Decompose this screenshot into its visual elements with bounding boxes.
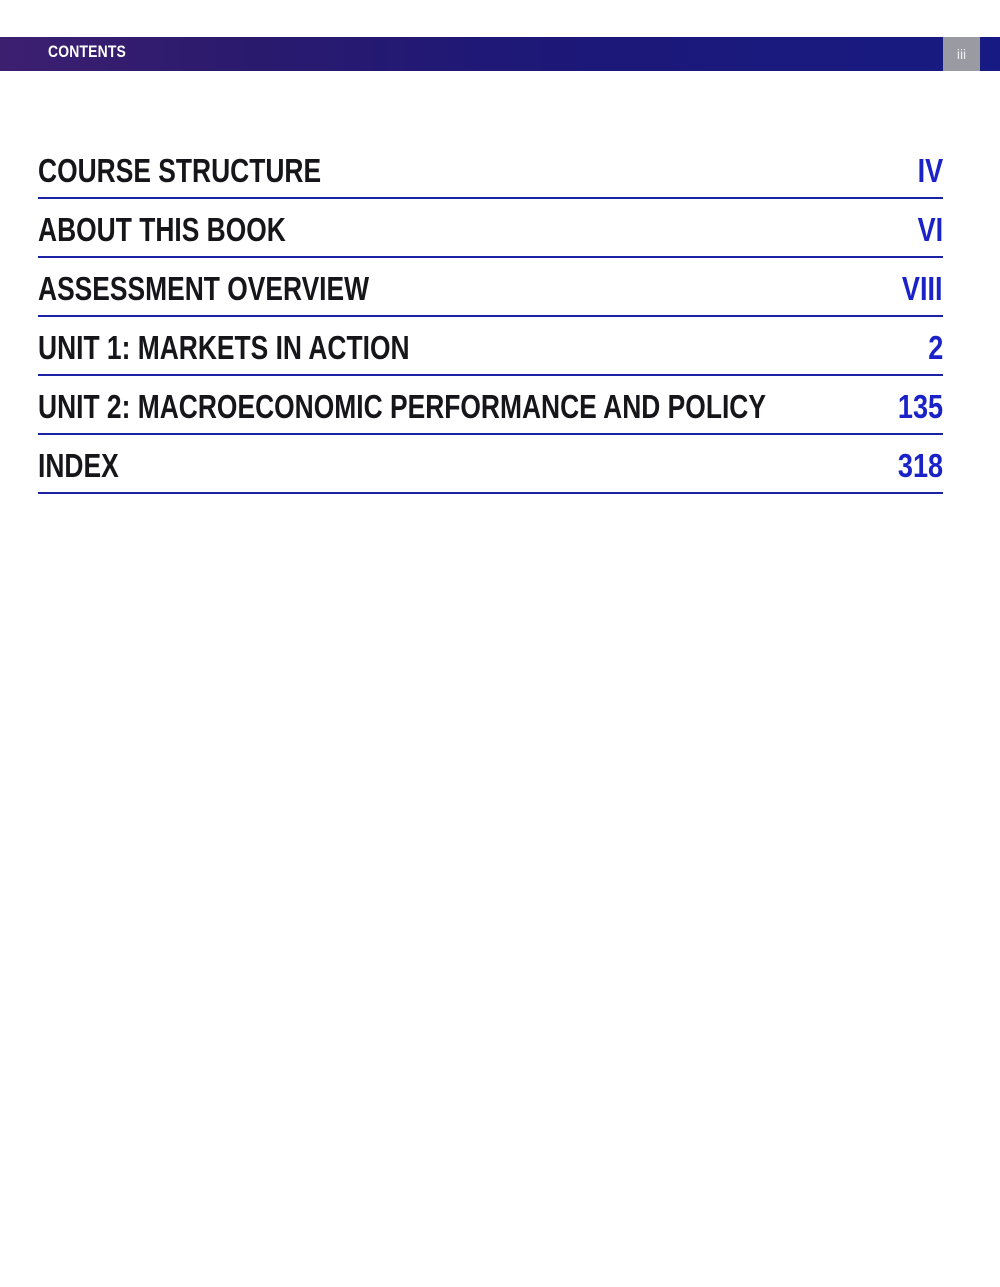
toc-entry-course-structure[interactable] — [38, 140, 943, 199]
toc-entry-title: UNIT 2: MACROECONOMIC PERFORMANCE AND POLICY — [38, 388, 766, 425]
table-of-contents — [38, 140, 943, 494]
toc-entry-title: UNIT 1: MARKETS IN ACTION — [38, 329, 410, 366]
toc-entry-page: VIII — [902, 270, 943, 307]
toc-entry-page: 318 — [897, 447, 943, 484]
toc-entry-title: COURSE STRUCTURE — [38, 152, 322, 189]
toc-entry-page: IV — [917, 152, 943, 189]
toc-entry-unit-1[interactable] — [38, 317, 943, 376]
toc-entry-page: VI — [917, 211, 943, 248]
toc-entry-assessment-overview[interactable] — [38, 258, 943, 317]
toc-entry-title: ASSESSMENT OVERVIEW — [38, 270, 370, 307]
toc-entry-title: ABOUT THIS BOOK — [38, 211, 286, 248]
toc-entry-page: 135 — [897, 388, 943, 425]
header-bar-edge — [980, 37, 1000, 71]
toc-entry-page: 2 — [927, 329, 943, 366]
header-bar — [0, 37, 1000, 71]
toc-entry-title: INDEX — [38, 447, 119, 484]
section-label: CONTENTS — [48, 42, 126, 61]
toc-entry-about-this-book[interactable] — [38, 199, 943, 258]
toc-entry-unit-2[interactable] — [38, 376, 943, 435]
toc-entry-index[interactable] — [38, 435, 943, 494]
page-number: iii — [943, 37, 980, 71]
